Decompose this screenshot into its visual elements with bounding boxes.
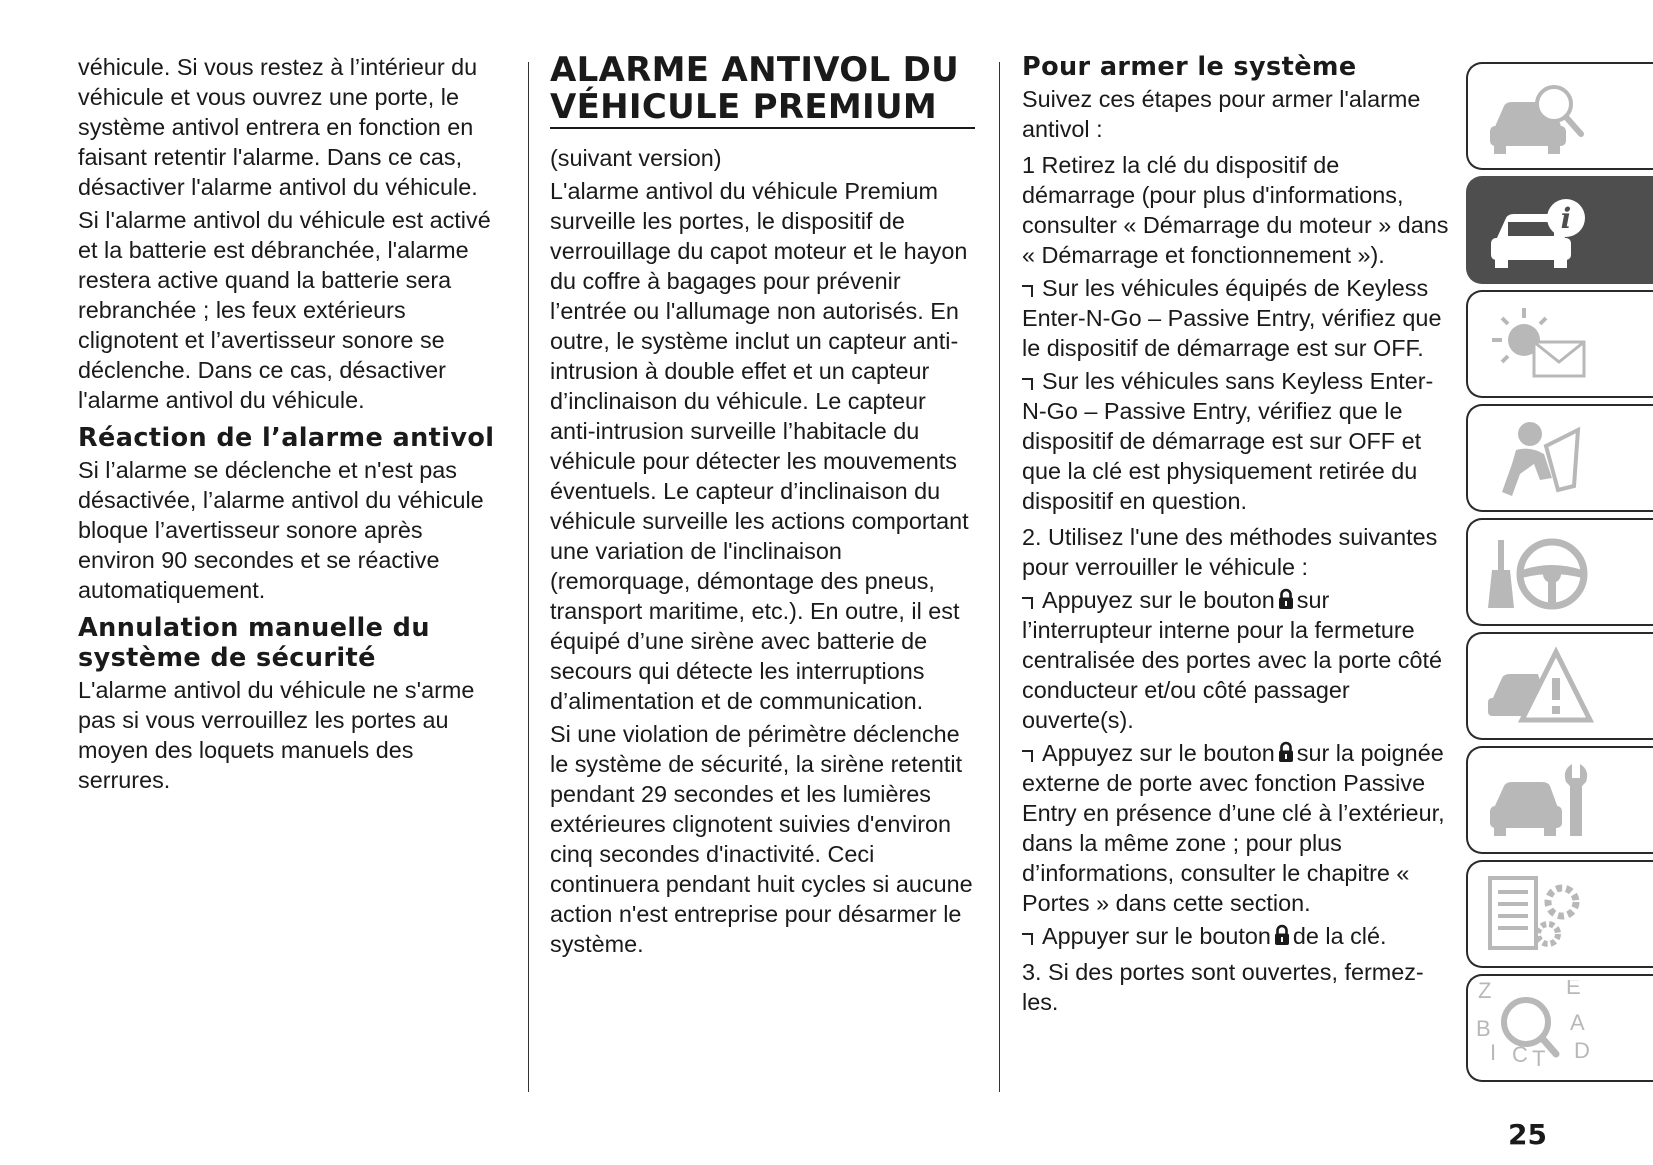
column-divider-right [999, 62, 1000, 1092]
lights-messages-icon [1486, 302, 1596, 387]
bullet-icon [1022, 285, 1033, 297]
paragraph: Si l'alarme antivol du véhicule est activé et la batterie est débranchée, l'alarme restera active quand la batterie sera rebranchée ; les feux extérieurs clignotent et l’avertisseur sonore se déclenche. Dans ce cas, désactiver l'alarme antivol du véhicule. [78, 207, 491, 413]
tab-starting-driving[interactable] [1466, 518, 1653, 626]
bullet-item: Sur les véhicules sans Keyless Enter-N-Go – Passive Entry, vérifiez que le dispositif de démarrage est sur OFF et que la clé est physiquement retirée du dispositif en question. [1022, 368, 1434, 514]
svg-text:i: i [1560, 202, 1572, 235]
bullet-item: Appuyez sur le bouton sur l’interrupteur interne pour la fermeture centralisée des portes avec la porte côté conducteur et/ou côté passager ouverte(s). [1022, 587, 1442, 733]
tab-lights-messages[interactable] [1466, 290, 1653, 398]
tab-safety[interactable] [1466, 404, 1653, 512]
tab-emergency[interactable] [1466, 632, 1653, 740]
maintenance-icon [1486, 758, 1596, 843]
bullet-item: Appuyez sur le bouton sur la poignée externe de porte avec fonction Passive Entry en présence d’une clé à l’extérieur, dans la même zone ; pour plus d’informations, consulter le chapitre « Portes » dans cette section. [1022, 740, 1445, 916]
car-info-icon [1486, 188, 1596, 273]
index-letter: E [1566, 980, 1581, 999]
bullet-icon [1022, 750, 1033, 762]
index-letter: C [1512, 1042, 1528, 1067]
column-left [78, 52, 503, 798]
section-heading-armer: Pour armer le système [1022, 52, 1357, 82]
index-icon [1474, 980, 1594, 1070]
bullet-item: Sur les véhicules équipés de Keyless Enter-N-Go – Passive Entry, vérifiez que le dispositif de démarrage est sur OFF. [1022, 275, 1442, 361]
index-letter: A [1570, 1010, 1585, 1035]
specifications-icon [1486, 872, 1596, 957]
page-number: 25 [1508, 1118, 1547, 1151]
safety-airbag-icon [1486, 416, 1596, 501]
key-steering-icon [1486, 530, 1596, 615]
section-heading-reaction: Réaction de l’alarme antivol [78, 423, 495, 453]
paragraph: Si une violation de périmètre déclenche le système de sécurité, la sirène retentit pendant 29 secondes et les lumières extérieures clignotent suivies d'environ cinq secondes d'inactivité. Ceci continuera pendant huit cycles si aucune action n'est entreprise pour désarmer le système. [550, 721, 973, 957]
intro: Suivez ces étapes pour armer l'alarme antivol : [1022, 86, 1421, 142]
step-3: 3. Si des portes sont ouvertes, fermez-les. [1022, 959, 1424, 1015]
section-heading-annulation: Annulation manuelle du système de sécurité [78, 613, 430, 673]
paragraph: véhicule. Si vous restez à l’intérieur du véhicule et vous ouvrez une porte, le système antivol entrera en fonction en faisant retentir l'alarme. Dans ce cas, désactiver l'alarme antivol du véhicule. [78, 54, 478, 200]
step-2: 2. Utilisez l'une des méthodes suivantes pour verrouiller le véhicule : [1022, 524, 1438, 580]
bullet-item: Appuyer sur le bouton de la clé. [1022, 921, 1452, 951]
bullet-icon [1022, 933, 1033, 945]
tab-maintenance[interactable] [1466, 746, 1653, 854]
column-right [1022, 52, 1452, 1020]
paragraph: Si l’alarme se déclenche et n'est pas désactivée, l’alarme antivol du véhicule bloque l’avertisseur sonore après environ 90 secondes et se réactive automatiquement. [78, 457, 484, 603]
column-middle [550, 52, 975, 962]
bullet-icon [1022, 597, 1033, 609]
paragraph: L'alarme antivol du véhicule ne s'arme pas si vous verrouillez les portes au moyen des loquets manuels des serrures. [78, 677, 475, 793]
version-note: (suivant version) [550, 145, 722, 171]
lock-icon [1274, 924, 1290, 946]
tab-dashboard[interactable] [1466, 62, 1653, 170]
tab-technical-data[interactable] [1466, 860, 1653, 968]
index-letter: B [1476, 1016, 1491, 1041]
tab-getting-to-know[interactable] [1466, 176, 1653, 284]
lock-icon [1278, 741, 1294, 763]
lock-icon [1278, 588, 1294, 610]
dashboard-search-icon [1486, 74, 1596, 159]
step-1: 1 Retirez la clé du dispositif de démarrage (pour plus d'informations, consulter « Démarrage du moteur » dans « Démarrage et fonctionnement »). [1022, 152, 1449, 268]
emergency-icon [1486, 644, 1596, 729]
paragraph: L'alarme antivol du véhicule Premium surveille les portes, le dispositif de verrouillage du capot moteur et le hayon du coffre à bagages pour prévenir l’entrée ou l'allumage non autorisés. En outre, le système inclut un capteur anti-intrusion à double effet et un capteur d’inclinaison du véhicule. Le capteur anti-intrusion surveille l’habitacle du véhicule pour détecter les mouvements éventuels. Le capteur d’inclinaison du véhicule surveille les actions comportant une variation de l'inclinaison (remorquage, démontage des pneus, transport maritime, etc.). En outre, il est équipé d’une sirène avec batterie de secours qui détecte les interruptions d’alimentation et de communication. [550, 178, 969, 714]
index-letter: Z [1478, 980, 1492, 1003]
tab-index[interactable] [1466, 974, 1653, 1082]
index-letter: D [1574, 1038, 1590, 1063]
bullet-icon [1022, 378, 1033, 390]
page-title: ALARME ANTIVOL DU VÉHICULE PREMIUM [550, 52, 975, 129]
index-letter: T [1532, 1046, 1546, 1070]
index-letter: I [1490, 1040, 1497, 1065]
column-divider-left [528, 62, 529, 1092]
